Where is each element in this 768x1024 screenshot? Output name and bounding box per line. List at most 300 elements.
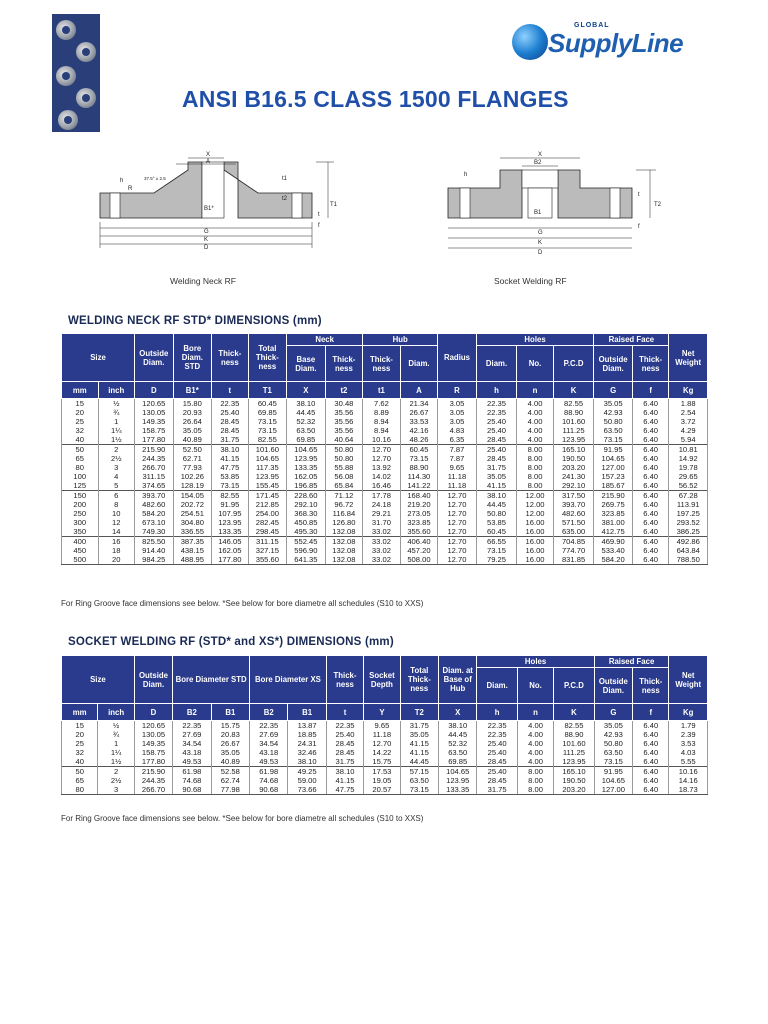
table-cell: 292.10	[553, 481, 594, 491]
table-cell: 215.90	[135, 445, 174, 455]
table-cell: 50	[62, 767, 98, 777]
table-cell: 250	[62, 509, 99, 518]
table-cell: 14	[98, 527, 135, 537]
table-cell: 42.16	[400, 426, 438, 435]
diagram-label: B1	[534, 210, 542, 216]
table-cell: 4.00	[517, 426, 554, 435]
header-rf-thickness: Thick-ness	[632, 346, 669, 382]
table-cell: 171.45	[248, 491, 287, 501]
table-cell: 203.20	[553, 463, 594, 472]
table-cell: 32.46	[288, 748, 326, 757]
table-cell: 381.00	[594, 518, 633, 527]
table-cell: 63.50	[594, 426, 633, 435]
symbol-header: B1	[288, 704, 326, 721]
table-cell: 11.18	[438, 472, 477, 481]
table-cell: 40.89	[211, 757, 249, 767]
table-cell: 273.05	[400, 509, 438, 518]
table-cell: 65	[62, 454, 99, 463]
table-cell: 123.95	[212, 518, 249, 527]
table-cell: 22.35	[476, 399, 517, 409]
table-cell: 9.65	[438, 463, 477, 472]
table-cell: 1¼	[98, 426, 135, 435]
table-cell: 40.64	[325, 435, 363, 445]
table-cell: 177.80	[212, 555, 249, 565]
table-cell: 33.02	[363, 555, 401, 565]
table-cell: 28.45	[212, 417, 249, 426]
table-cell: 28.45	[212, 426, 249, 435]
table-cell: 20.83	[211, 730, 249, 739]
table-cell: 38.10	[288, 757, 326, 767]
table-cell: 4.00	[517, 748, 553, 757]
table-cell: 219.20	[400, 500, 438, 509]
table-cell: 41.15	[212, 454, 249, 463]
table-cell: 482.60	[553, 509, 594, 518]
header-holes: Holes	[477, 656, 594, 668]
table-cell: 215.90	[134, 767, 172, 777]
table-cell: 73.15	[400, 785, 438, 795]
table-cell: 50.80	[594, 417, 633, 426]
table-cell: 73.66	[288, 785, 326, 795]
table-cell: 33.02	[363, 546, 401, 555]
table-cell: 2½	[98, 776, 134, 785]
table-cell: 18	[98, 546, 135, 555]
table-cell: 22.35	[326, 721, 363, 731]
table-cell: 63.50	[400, 776, 438, 785]
table-cell: 571.50	[553, 518, 594, 527]
table-cell: 4.00	[517, 721, 553, 731]
table-cell: 4.00	[517, 408, 554, 417]
header-bore-std: Bore Diameter STD	[173, 656, 250, 704]
table-cell: 5.94	[669, 435, 708, 445]
table-cell: 35.05	[594, 721, 632, 731]
table-cell: 4.00	[517, 435, 554, 445]
table-cell: 508.00	[400, 555, 438, 565]
table-cell: 596.90	[287, 546, 326, 555]
table-cell: 6.40	[632, 463, 669, 472]
table-cell: 38.10	[287, 399, 326, 409]
table-cell: 82.55	[248, 435, 287, 445]
header-bore-xs: Bore Diameter XS	[250, 656, 327, 704]
symbol-header: D	[134, 704, 172, 721]
table-cell: 61.98	[250, 767, 288, 777]
table-cell: 10.16	[669, 767, 708, 777]
table-cell: 6.40	[633, 776, 669, 785]
table-cell: 6	[98, 491, 135, 501]
table-cell: 469.90	[594, 537, 633, 547]
table-cell: 16.00	[517, 518, 554, 527]
table-cell: 14.22	[364, 748, 400, 757]
header-thickness: Thick-ness	[212, 334, 249, 382]
table-cell: 4.00	[517, 399, 554, 409]
table-cell: 132.08	[325, 546, 363, 555]
table-cell: 200	[62, 500, 99, 509]
table-cell: 33.02	[363, 527, 401, 537]
table-cell: 96.72	[325, 500, 363, 509]
table-cell: 1	[98, 739, 134, 748]
table-row	[62, 445, 708, 455]
table-cell: 704.85	[553, 537, 594, 547]
diagram-label: X	[206, 152, 211, 158]
header-pcd: P.C.D	[554, 668, 594, 704]
table-cell: 56.52	[669, 481, 708, 491]
table-cell: 101.60	[248, 445, 287, 455]
diagram-label: A	[206, 159, 211, 165]
table-cell: 62.74	[211, 776, 249, 785]
table-cell: 25	[62, 739, 98, 748]
table-cell: 120.65	[134, 721, 172, 731]
table-row	[62, 481, 708, 491]
table-cell: 4.29	[669, 426, 708, 435]
header-rf-outside-diam: Outside Diam.	[594, 346, 633, 382]
table-cell: 25.40	[477, 748, 517, 757]
table-cell: 8.00	[517, 767, 553, 777]
table-cell: 50.80	[476, 509, 517, 518]
table-row	[62, 518, 708, 527]
table-cell: 111.25	[553, 426, 594, 435]
table-cell: 25.40	[212, 408, 249, 417]
table-cell: 130.05	[134, 730, 172, 739]
table-row	[62, 739, 708, 748]
symbol-header: n	[517, 382, 554, 399]
table-cell: 2	[98, 445, 135, 455]
table-row	[62, 721, 708, 731]
symbol-header: f	[633, 704, 669, 721]
table-cell: 22.35	[212, 399, 249, 409]
table-cell: 22.35	[173, 721, 211, 731]
table-cell: 19.78	[669, 463, 708, 472]
table-cell: 24.31	[288, 739, 326, 748]
table-cell: 12.70	[438, 500, 477, 509]
diagram-label: f	[318, 223, 320, 229]
header-socket-depth: Socket Depth	[364, 656, 400, 704]
table-cell: 4.00	[517, 757, 553, 767]
symbol-row	[62, 704, 708, 721]
symbol-header: B1*	[173, 382, 212, 399]
table-cell: 79.25	[476, 555, 517, 565]
page-title: ANSI B16.5 CLASS 1500 FLANGES	[182, 86, 569, 112]
table-cell: 8.00	[517, 463, 554, 472]
table-cell: 17.78	[363, 491, 401, 501]
table-cell: 16.00	[517, 527, 554, 537]
table-cell: 552.45	[287, 537, 326, 547]
table-row	[62, 748, 708, 757]
table-cell: 9.65	[364, 721, 400, 731]
table-cell: 50.80	[325, 454, 363, 463]
table-row	[62, 537, 708, 547]
table-cell: 323.85	[400, 518, 438, 527]
table-cell: 38.10	[476, 491, 517, 501]
table-cell: 212.85	[248, 500, 287, 509]
table-cell: 49.53	[173, 757, 211, 767]
symbol-header: t2	[325, 382, 363, 399]
welding-neck-caption: Welding Neck RF	[170, 276, 236, 286]
table-cell: 4.00	[517, 739, 553, 748]
table-cell: 88.90	[554, 730, 594, 739]
table-cell: 3.05	[438, 417, 477, 426]
table-cell: 32	[62, 426, 99, 435]
table-cell: 6.40	[632, 417, 669, 426]
table-cell: 254.00	[248, 509, 287, 518]
table-cell: 111.25	[554, 748, 594, 757]
table-cell: 2.39	[669, 730, 708, 739]
table-cell: 50.80	[594, 739, 632, 748]
table-cell: 35.05	[594, 399, 633, 409]
flange-photo-icon	[58, 110, 78, 130]
table-cell: 18.85	[288, 730, 326, 739]
table-cell: 25.40	[477, 767, 517, 777]
table-cell: 38.10	[439, 721, 477, 731]
table-cell: 749.30	[135, 527, 174, 537]
table-cell: 12.00	[517, 491, 554, 501]
table-cell: 80	[62, 463, 99, 472]
table-cell: 6.40	[632, 472, 669, 481]
table-cell: 2.54	[669, 408, 708, 417]
table-cell: 495.30	[287, 527, 326, 537]
table-cell: 10.16	[363, 435, 401, 445]
table-cell: 22.35	[477, 721, 517, 731]
header-raised-face: Raised Face	[594, 656, 669, 668]
diagram-label: K	[538, 240, 543, 246]
wn-table-note: For Ring Groove face dimensions see below. *See below for bore diametre all schedules (S10 to XXS)	[61, 599, 424, 608]
diagram-label: h	[464, 172, 468, 178]
table-cell: 6.40	[633, 757, 669, 767]
table-row	[62, 491, 708, 501]
table-cell: 73.15	[594, 435, 633, 445]
table-cell: 10.81	[669, 445, 708, 455]
table-cell: 374.65	[135, 481, 174, 491]
table-cell: 6.40	[633, 767, 669, 777]
table-cell: 8.00	[517, 481, 554, 491]
table-cell: 32	[62, 748, 98, 757]
table-cell: 914.40	[135, 546, 174, 555]
header-holes-no: No.	[517, 346, 554, 382]
table-cell: 123.95	[554, 757, 594, 767]
table-cell: 190.50	[553, 454, 594, 463]
table-cell: 127.00	[594, 463, 633, 472]
table-cell: 47.75	[326, 785, 363, 795]
table-cell: 6.40	[633, 785, 669, 795]
table-cell: 73.15	[212, 481, 249, 491]
table-cell: 114.30	[400, 472, 438, 481]
diagram-label: f	[638, 224, 640, 230]
table-cell: 6.35	[438, 435, 477, 445]
table-cell: 60.45	[248, 399, 287, 409]
table-cell: 82.55	[554, 721, 594, 731]
table-cell: 127.00	[594, 785, 632, 795]
table-cell: 65.84	[325, 481, 363, 491]
table-cell: 20	[62, 730, 98, 739]
table-cell: 244.35	[134, 776, 172, 785]
table-cell: 102.26	[173, 472, 212, 481]
table-cell: 63.50	[287, 426, 326, 435]
table-cell: 158.75	[134, 748, 172, 757]
table-cell: 12.70	[364, 739, 400, 748]
table-row	[62, 463, 708, 472]
table-cell: 533.40	[594, 546, 633, 555]
table-cell: 24.18	[363, 500, 401, 509]
table-cell: 292.10	[287, 500, 326, 509]
table-cell: 1.79	[669, 721, 708, 731]
table-cell: 1	[98, 417, 135, 426]
table-cell: 177.80	[134, 757, 172, 767]
table-cell: 3.53	[669, 739, 708, 748]
table-cell: 43.18	[250, 748, 288, 757]
table-cell: 40	[62, 435, 99, 445]
table-cell: 41.15	[400, 748, 438, 757]
table-cell: 298.45	[248, 527, 287, 537]
table-cell: 31.75	[326, 757, 363, 767]
table-cell: 25.40	[326, 730, 363, 739]
header-bore-diam: Bore Diam. STD	[173, 334, 212, 382]
table-cell: 74.68	[250, 776, 288, 785]
table-cell: 31.70	[363, 518, 401, 527]
table-cell: 91.95	[594, 767, 632, 777]
welding-neck-dimensions-table	[61, 333, 708, 565]
table-cell: 774.70	[553, 546, 594, 555]
diagram-label: G	[538, 230, 543, 236]
table-cell: 91.95	[212, 500, 249, 509]
table-cell: 14.92	[669, 454, 708, 463]
table-cell: 42.93	[594, 408, 633, 417]
table-cell: 40.89	[173, 435, 212, 445]
table-cell: 52.32	[439, 739, 477, 748]
table-cell: 43.18	[173, 748, 211, 757]
table-cell: 327.15	[248, 546, 287, 555]
table-cell: 190.50	[554, 776, 594, 785]
header-thickness: Thick-ness	[326, 656, 363, 704]
symbol-header: B2	[250, 704, 288, 721]
table-cell: 8.94	[363, 417, 401, 426]
table-cell: 28.45	[476, 435, 517, 445]
table-cell: 38.10	[212, 445, 249, 455]
table-cell: 13.87	[288, 721, 326, 731]
symbol-header: D	[135, 382, 174, 399]
table-cell: 15.75	[364, 757, 400, 767]
table-cell: 35.56	[325, 426, 363, 435]
table-cell: 20	[98, 555, 135, 565]
header-holes-diam: Diam.	[477, 668, 517, 704]
table-cell: 4	[98, 472, 135, 481]
table-cell: 48.26	[400, 435, 438, 445]
table-cell: 100	[62, 472, 99, 481]
wn-heading-text: WELDING NECK RF STD* DIMENSIONS	[68, 315, 290, 327]
table-cell: 123.95	[248, 472, 287, 481]
table-cell: 35.05	[211, 748, 249, 757]
table-row	[62, 785, 708, 795]
table-cell: 41.15	[400, 739, 438, 748]
socket-welding-diagram	[440, 148, 680, 268]
table-cell: 22.35	[250, 721, 288, 731]
table-cell: 400	[62, 537, 99, 547]
table-cell: 6.40	[632, 445, 669, 455]
table-cell: 25.40	[476, 417, 517, 426]
table-cell: 104.65	[594, 776, 632, 785]
table-cell: 293.52	[669, 518, 708, 527]
table-cell: 12.70	[438, 527, 477, 537]
table-cell: 69.85	[439, 757, 477, 767]
table-cell: 31.75	[477, 785, 517, 795]
table-cell: 50	[62, 445, 99, 455]
table-cell: 162.05	[212, 546, 249, 555]
table-cell: 28.45	[326, 739, 363, 748]
table-cell: 6.40	[633, 748, 669, 757]
table-cell: 22.35	[477, 730, 517, 739]
table-cell: 104.65	[439, 767, 477, 777]
header-size: Size	[62, 656, 135, 704]
table-cell: 133.35	[439, 785, 477, 795]
header-base-diam: Base Diam.	[287, 346, 326, 382]
logo-name-text: SupplyLine	[548, 28, 684, 58]
table-cell: 53.85	[476, 518, 517, 527]
table-cell: 6.40	[632, 481, 669, 491]
table-cell: 88.90	[553, 408, 594, 417]
table-cell: 28.45	[477, 757, 517, 767]
flange-photo-icon	[56, 66, 76, 86]
socket-welding-dimensions-table	[61, 655, 708, 795]
table-cell: 304.80	[173, 518, 212, 527]
table-cell: 673.10	[135, 518, 174, 527]
table-cell: 10	[98, 509, 135, 518]
table-cell: 116.84	[325, 509, 363, 518]
table-cell: 35.05	[173, 426, 212, 435]
table-cell: 28.45	[326, 748, 363, 757]
table-cell: 12.70	[438, 537, 477, 547]
symbol-header: B1	[211, 704, 249, 721]
table-cell: 25.40	[476, 426, 517, 435]
table-cell: 49.53	[250, 757, 288, 767]
table-cell: 6.40	[632, 527, 669, 537]
table-cell: 368.30	[287, 509, 326, 518]
table-cell: 11.18	[364, 730, 400, 739]
header-diam-base-hub: Diam. at Base of Hub	[439, 656, 477, 704]
table-cell: 3	[98, 785, 134, 795]
diagram-label: G	[204, 229, 209, 235]
table-row	[62, 435, 708, 445]
table-cell: 41.15	[326, 776, 363, 785]
table-cell: 65	[62, 776, 98, 785]
header-outside-diam: Outside Diam.	[135, 334, 174, 382]
table-cell: 61.98	[173, 767, 211, 777]
table-cell: 1¼	[98, 748, 134, 757]
table-cell: 8.00	[517, 785, 553, 795]
table-cell: 132.08	[325, 527, 363, 537]
table-cell: 35.05	[476, 472, 517, 481]
table-cell: 22.35	[476, 408, 517, 417]
table-cell: 12.70	[363, 454, 401, 463]
symbol-row	[62, 382, 708, 399]
table-cell: 165.10	[554, 767, 594, 777]
table-cell: 91.95	[594, 445, 633, 455]
table-cell: 44.45	[287, 408, 326, 417]
table-cell: 63.50	[439, 748, 477, 757]
table-cell: 34.54	[250, 739, 288, 748]
diagram-label: D	[538, 250, 543, 256]
table-row	[62, 730, 708, 739]
table-cell: 185.67	[594, 481, 633, 491]
table-cell: 387.35	[173, 537, 212, 547]
table-cell: 26.67	[211, 739, 249, 748]
table-cell: 1½	[98, 435, 135, 445]
table-cell: 55.88	[325, 463, 363, 472]
table-cell: 6.40	[632, 491, 669, 501]
table-cell: 57.15	[400, 767, 438, 777]
table-cell: 31.75	[400, 721, 438, 731]
diagram-label: t1	[282, 176, 288, 182]
table-cell: 104.65	[248, 454, 287, 463]
table-cell: 149.35	[134, 739, 172, 748]
table-cell: 788.50	[669, 555, 708, 565]
table-cell: 643.84	[669, 546, 708, 555]
